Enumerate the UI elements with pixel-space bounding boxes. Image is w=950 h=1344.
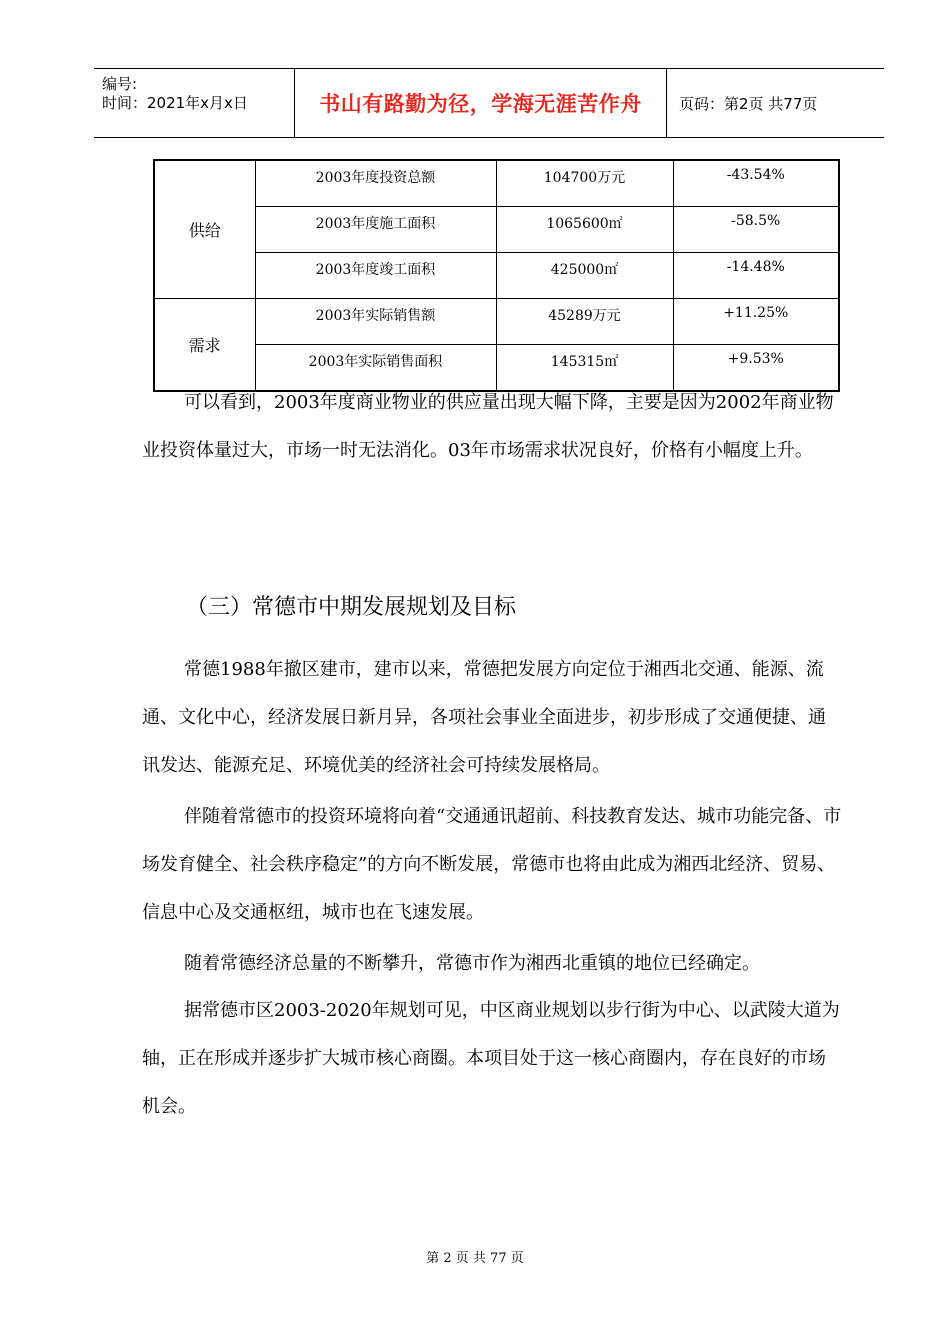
- table-row: [154, 299, 839, 345]
- paragraph-text: 随着常德经济总量的不断攀升，常德市作为湘西北重镇的地位已经确定。: [184, 953, 760, 974]
- change-cell: -58.5%: [673, 207, 839, 253]
- header-page-info: 页码：第2页 共77页: [679, 94, 818, 113]
- category-cell: 需求: [154, 299, 255, 392]
- change-cell: +11.25%: [673, 299, 839, 345]
- paragraph-analysis: [142, 379, 842, 475]
- item-cell: 2003年度施工面积: [255, 207, 496, 253]
- section-heading: （三）常德市中期发展规划及目标: [186, 595, 517, 620]
- paragraph-text: 可以看到，2003年度商业物业的供应量出现大幅下降，主要是因为2002年商业物业投资体量过大，市场一时无法消化。03年市场需求状况良好，价格有小幅度上升。: [142, 392, 834, 461]
- page-footer: 第 2 页 共 77 页: [426, 1251, 524, 1266]
- paragraph-investment: [142, 793, 842, 937]
- value-cell: 45289万元: [496, 299, 673, 345]
- table-row: [154, 207, 839, 253]
- paragraph-history: [142, 646, 842, 790]
- item-cell: 2003年实际销售面积: [255, 345, 496, 392]
- paragraph-status: [142, 940, 842, 988]
- paragraph-plan: [142, 987, 842, 1131]
- change-cell: -14.48%: [673, 253, 839, 299]
- time-label: 时间：2021年x月x日: [102, 94, 248, 112]
- category-cell: 供给: [154, 160, 255, 299]
- value-cell: 104700万元: [496, 160, 673, 207]
- item-cell: 2003年实际销售额: [255, 299, 496, 345]
- code-label: 编号:: [102, 75, 138, 93]
- page-header: [94, 68, 884, 138]
- change-cell: -43.54%: [673, 160, 839, 207]
- value-cell: 145315㎡: [496, 345, 673, 392]
- paragraph-text: 据常德市区2003-2020年规划可见，中区商业规划以步行街为中心、以武陵大道为轴，正在形成并逐步扩大城市核心商圈。本项目处于这一核心商圈内，存在良好的市场机会。: [142, 1000, 840, 1117]
- item-cell: 2003年度投资总额: [255, 160, 496, 207]
- table-row: [154, 160, 839, 207]
- change-cell: +9.53%: [673, 345, 839, 392]
- paragraph-text: 常德1988年撤区建市，建市以来，常德把发展方向定位于湘西北交通、能源、流通、文化中心，经济发展日新月异，各项社会事业全面进步，初步形成了交通便捷、通讯发达、能源充足、环境优美的经济社会可持续发展格局。: [142, 659, 826, 776]
- value-cell: 425000㎡: [496, 253, 673, 299]
- item-cell: 2003年度竣工面积: [255, 253, 496, 299]
- header-meta: [94, 69, 295, 137]
- supply-demand-table: [153, 159, 840, 392]
- header-motto: 书山有路勤为径，学海无涯苦作舟: [295, 69, 667, 137]
- paragraph-text: 伴随着常德市的投资环境将向着“交通通讯超前、科技教育发达、城市功能完备、市场发育健全、社会秩序稳定”的方向不断发展，常德市也将由此成为湘西北经济、贸易、信息中心及交通枢纽，城市也在飞速发展。: [142, 806, 842, 923]
- value-cell: 1065600㎡: [496, 207, 673, 253]
- table-row: [154, 253, 839, 299]
